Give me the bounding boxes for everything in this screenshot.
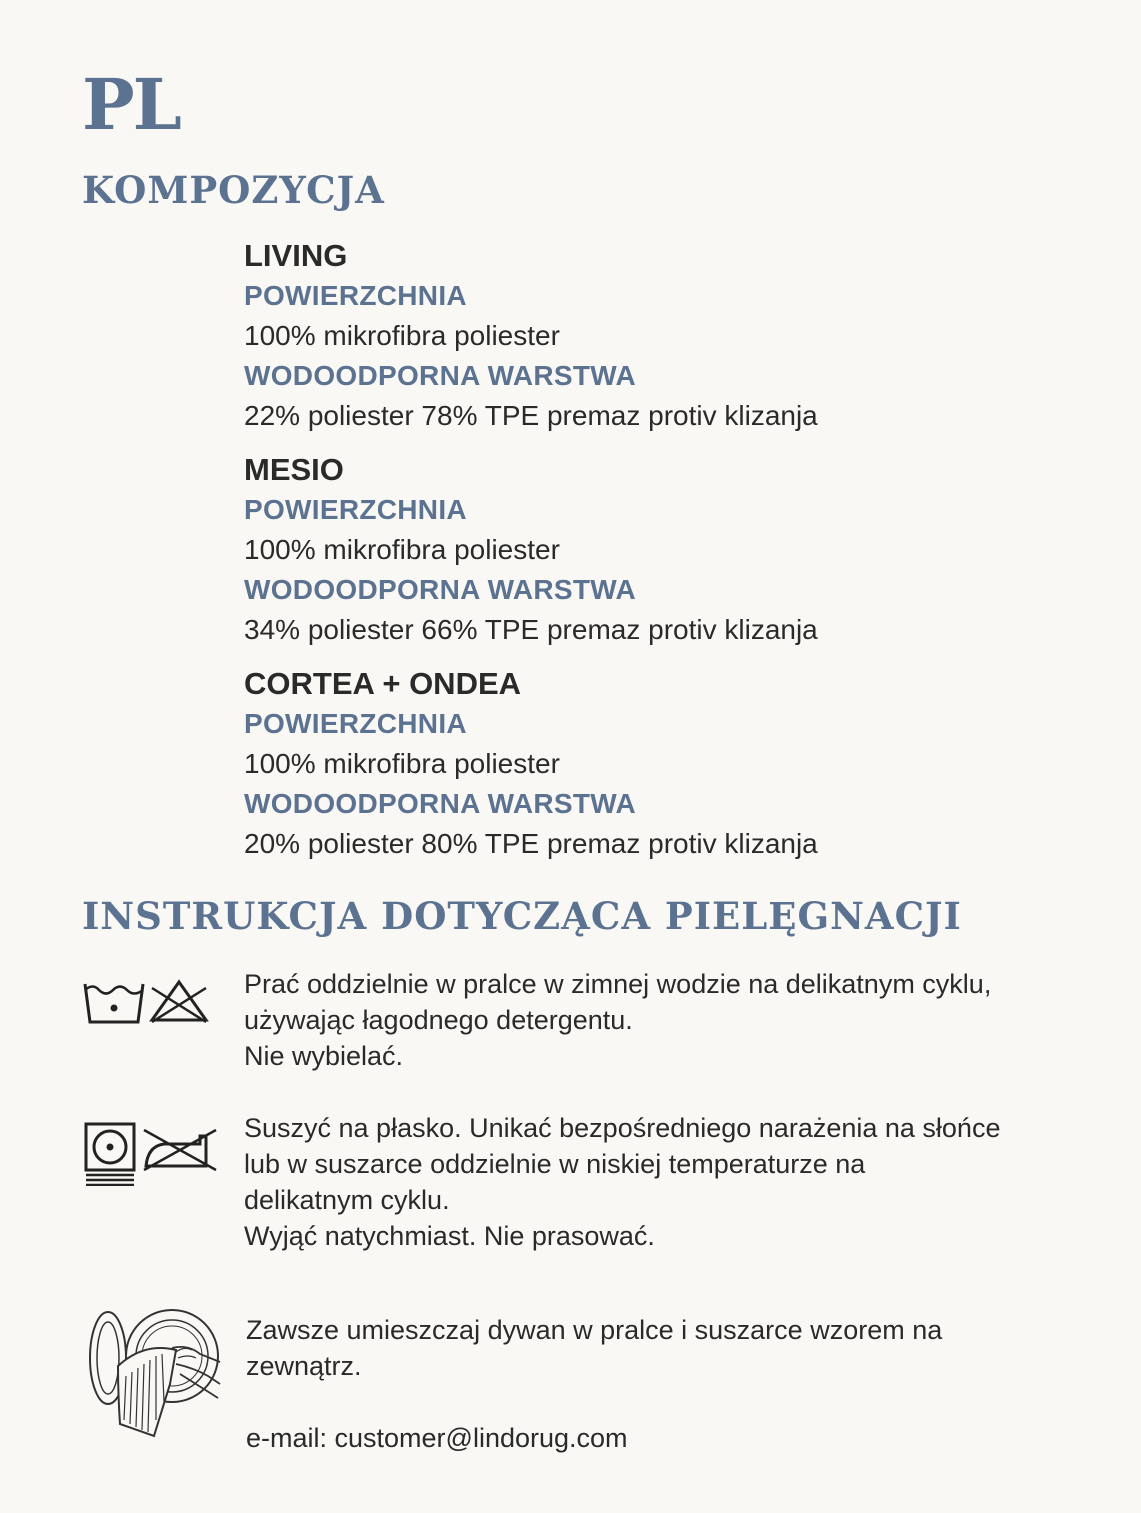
product-name: MESIO bbox=[244, 452, 344, 487]
wash-cold-icon bbox=[83, 980, 145, 1026]
dry-line: lub w suszarce oddzielnie w niskiej temperaturze na bbox=[244, 1149, 866, 1179]
layer-label: WODOODPORNA WARSTWA bbox=[244, 360, 636, 391]
wash-line: używając łagodnego detergentu. bbox=[244, 1005, 633, 1035]
product-name: LIVING bbox=[244, 238, 348, 273]
surface-label: POWIERZCHNIA bbox=[244, 708, 467, 739]
placement-instructions bbox=[246, 1312, 1096, 1384]
composition-list bbox=[244, 236, 1104, 878]
surface-value: 100% mikrofibra poliester bbox=[244, 748, 560, 779]
surface-value: 100% mikrofibra poliester bbox=[244, 534, 560, 565]
dry-line: delikatnym cyklu. bbox=[244, 1185, 450, 1215]
product-mesio bbox=[244, 450, 1104, 650]
care-heading: INSTRUKCJA DOTYCZĄCA PIELĘGNACJI bbox=[82, 894, 962, 938]
surface-label: POWIERZCHNIA bbox=[244, 280, 467, 311]
dry-line: Wyjąć natychmiast. Nie prasować. bbox=[244, 1221, 655, 1251]
layer-value: 20% poliester 80% TPE premaz protiv klizanja bbox=[244, 828, 818, 859]
product-name: CORTEA + ONDEA bbox=[244, 666, 522, 701]
wash-instructions bbox=[244, 966, 1094, 1074]
surface-label: POWIERZCHNIA bbox=[244, 494, 467, 525]
dry-line: Suszyć na płasko. Unikać bezpośredniego narażenia na słońce bbox=[244, 1113, 1001, 1143]
contact-email[interactable]: e-mail: customer@lindorug.com bbox=[246, 1423, 628, 1453]
placement-line: zewnątrz. bbox=[246, 1351, 362, 1381]
wash-line: Prać oddzielnie w pralce w zimnej wodzie na delikatnym cyklu, bbox=[244, 969, 992, 999]
layer-label: WODOODPORNA WARSTWA bbox=[244, 574, 636, 605]
wash-line: Nie wybielać. bbox=[244, 1041, 404, 1071]
washing-machine-rug-icon bbox=[84, 1306, 224, 1440]
tumble-dry-low-icon bbox=[84, 1122, 136, 1186]
layer-label: WODOODPORNA WARSTWA bbox=[244, 788, 636, 819]
composition-heading: KOMPOZYCJA bbox=[82, 168, 385, 212]
layer-value: 22% poliester 78% TPE premaz protiv klizanja bbox=[244, 400, 818, 431]
product-living bbox=[244, 236, 1104, 436]
no-bleach-icon bbox=[148, 978, 210, 1026]
placement-line: Zawsze umieszczaj dywan w pralce i suszarce wzorem na bbox=[246, 1315, 943, 1345]
product-cortea-ondea bbox=[244, 664, 1104, 864]
surface-value: 100% mikrofibra poliester bbox=[244, 320, 560, 351]
dry-instructions bbox=[244, 1110, 1094, 1254]
no-iron-icon bbox=[140, 1124, 220, 1174]
language-code: PL bbox=[82, 63, 180, 146]
layer-value: 34% poliester 66% TPE premaz protiv klizanja bbox=[244, 614, 818, 645]
